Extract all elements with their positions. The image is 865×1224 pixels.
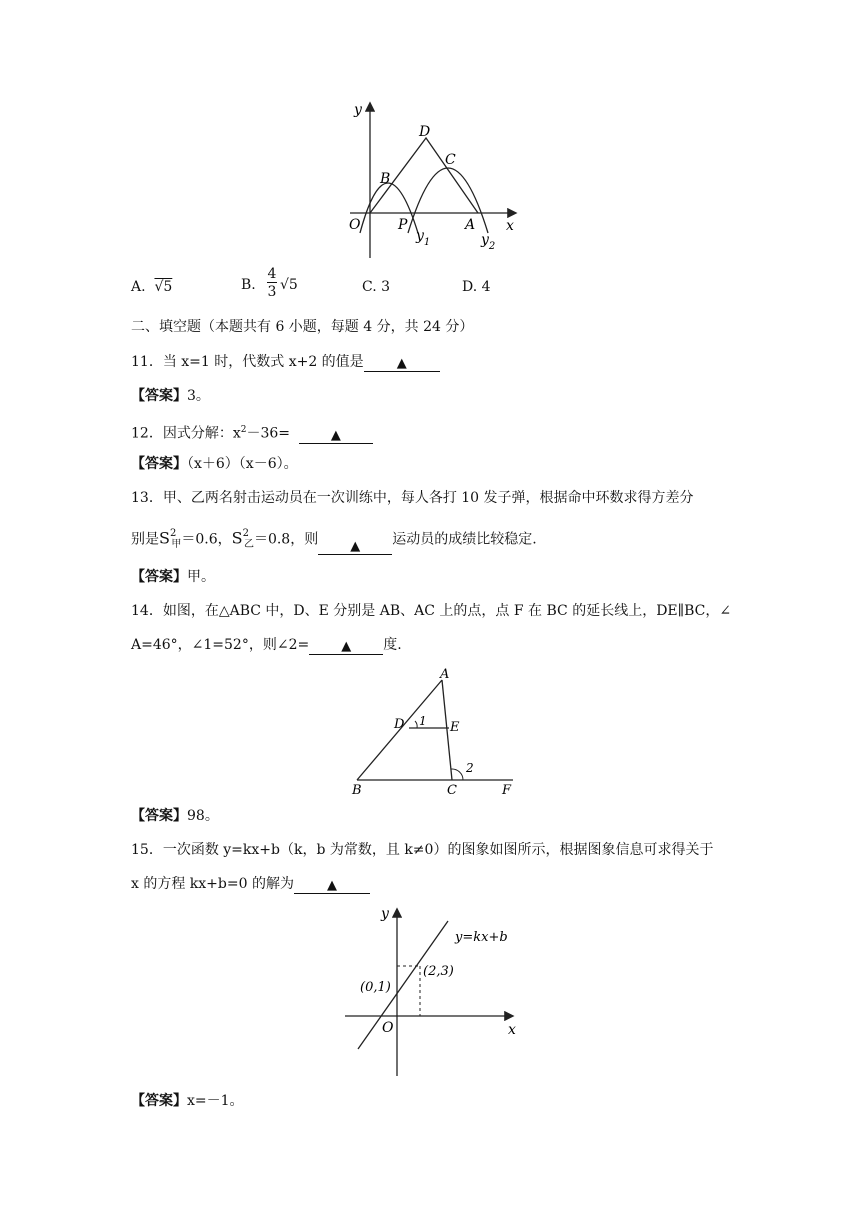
q12-blank: ▲ xyxy=(299,425,373,444)
q11-blank: ▲ xyxy=(364,353,440,372)
section-header: 二、填空题（本题共有 6 小题，每题 4 分，共 24 分） xyxy=(131,319,474,335)
option-d: D. 4 xyxy=(462,279,491,295)
q11-answer: 【答案】3。 xyxy=(131,388,210,404)
label-pt2: (2,3) xyxy=(423,964,454,979)
option-a: A. √5 xyxy=(131,279,173,295)
label-1: 1 xyxy=(419,714,427,728)
angle-2-arc xyxy=(451,769,463,780)
label-F: F xyxy=(502,783,512,798)
label-O: O xyxy=(382,1020,394,1036)
label-D: D xyxy=(419,124,431,140)
q13-line1: 13．甲、乙两名射击运动员在一次训练中，每人各打 10 发子弹，根据命中环数求得方差分 xyxy=(131,490,694,506)
q14-blank: ▲ xyxy=(309,636,383,655)
q15-answer: 【答案】x=－1。 xyxy=(131,1093,244,1109)
label-y1: $y_1$ xyxy=(416,228,431,248)
parabola-y2 xyxy=(408,168,488,233)
q15-line1: 15．一次函数 y=kx+b（k，b 为常数，且 k≠0）的图象如图所示，根据图象信息可求得关于 xyxy=(131,842,714,858)
q15-figure xyxy=(340,904,530,1079)
parabola-y1 xyxy=(360,183,418,233)
q14-line2: A=46°，∠1=52°，则∠2= ▲ 度. xyxy=(131,637,402,654)
q13-blank: ▲ xyxy=(318,536,392,555)
label-D: D xyxy=(394,717,405,732)
label-2: 2 xyxy=(466,761,474,775)
q13-line2: 别是$S^2_甲=0.6$，$S^2_乙=0.8$，则 ▲ 运动员的成绩比较稳定. xyxy=(131,528,537,555)
label-A: A xyxy=(465,217,476,233)
option-c: C. 3 xyxy=(362,279,391,295)
angle-1-arc xyxy=(415,721,417,728)
label-E: E xyxy=(450,720,460,735)
q14-line1: 14．如图，在△ABC 中，D、E 分别是 AB、AC 上的点，点 F 在 BC 的延长线上，DE∥BC，∠ xyxy=(131,603,732,619)
label-P: P xyxy=(398,217,408,233)
q10-figure xyxy=(340,98,530,258)
label-func: y=kx+b xyxy=(455,930,508,945)
q15-line2: x 的方程 kx+b=0 的解为 ▲ xyxy=(131,874,370,894)
label-B: B xyxy=(352,783,362,798)
label-x-axis: x xyxy=(506,218,514,234)
q15-blank: ▲ xyxy=(294,875,370,894)
label-B: B xyxy=(380,171,391,187)
label-y-axis: y xyxy=(354,102,362,118)
label-pt1: (0,1) xyxy=(360,980,391,995)
q11-text: 11．当 x=1 时，代数式 x+2 的值是 ▲ xyxy=(131,352,440,372)
q12-text: 12．因式分解：$x^2-36=$ ▲ xyxy=(131,420,373,444)
label-C: C xyxy=(447,783,457,798)
label-y: y xyxy=(381,906,389,922)
label-origin: O xyxy=(349,217,361,233)
q13-answer: 【答案】甲。 xyxy=(131,569,215,585)
label-A: A xyxy=(440,667,450,682)
label-y2: $y_2$ xyxy=(481,232,496,252)
q14-answer: 【答案】98。 xyxy=(131,808,219,824)
label-x: x xyxy=(508,1022,516,1038)
label-C: C xyxy=(445,152,456,168)
q14-figure xyxy=(345,665,525,800)
q12-answer: 【答案】（x＋6）（x－6）。 xyxy=(131,456,298,472)
